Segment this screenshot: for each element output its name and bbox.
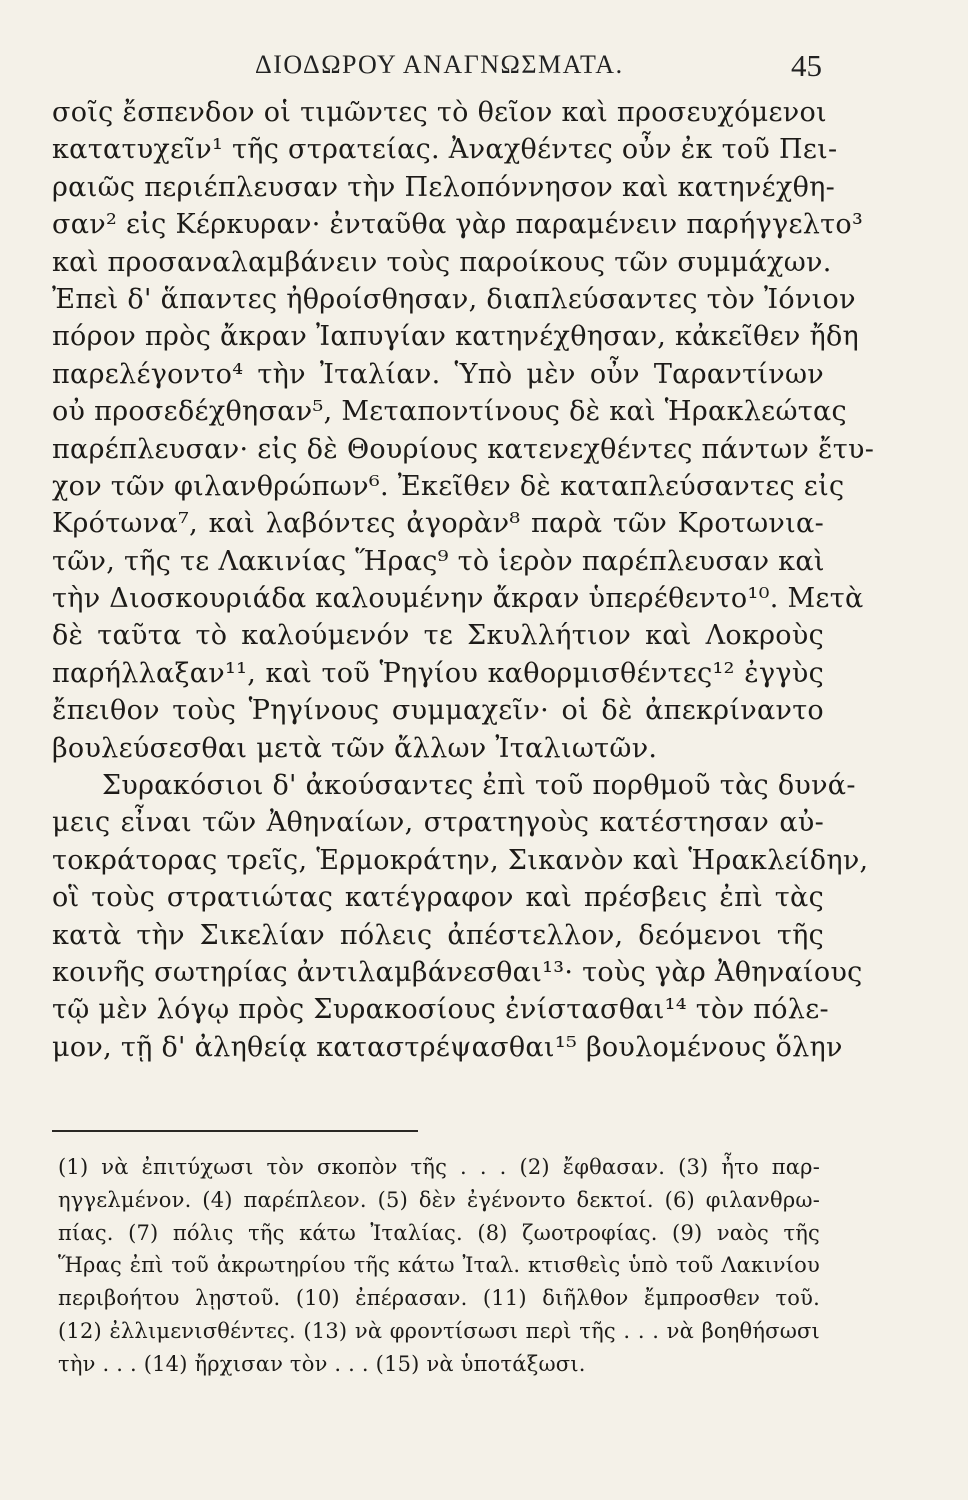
running-title: ΔΙΟΔΩΡΟΥ ΑΝΑΓΝΩΣΜΑΤΑ. bbox=[255, 50, 624, 79]
footnote-line: (12) ἐλλιμενισθέντες. (13) νὰ φροντίσωσι περὶ τῆς . . . νὰ βοηθήσωσι bbox=[58, 1318, 820, 1343]
footnote-divider bbox=[52, 1130, 418, 1132]
text-line: κοινῆς σωτηρίας ἀντιλαμβάνεσθαι¹³· τοὺς γὰρ Ἀθηναίους bbox=[52, 956, 863, 988]
paragraph-start-line: Συρακόσιοι δ' ἀκούσαντες ἐπὶ τοῦ πορθμοῦ τὰς δυνά- bbox=[102, 770, 856, 802]
text-line: κατατυχεῖν¹ τῆς στρατείας. Ἀναχθέντες οὖν ἐκ τοῦ Πει- bbox=[52, 134, 838, 166]
text-line: οἳ τοὺς στρατιώτας κατέγραφον καὶ πρέσβεις ἐπὶ τὰς bbox=[52, 882, 824, 914]
text-line: ραιῶς περιέπλευσαν τὴν Πελοπόννησον καὶ κατηνέχθη- bbox=[52, 171, 836, 203]
text-line: σοῖς ἔσπενδον οἱ τιμῶντες τὸ θεῖον καὶ προσευχόμενοι bbox=[52, 97, 827, 128]
paragraph-end-line: βουλεύσεσθαι μετὰ τῶν ἄλλων Ἰταλιωτῶν. bbox=[52, 732, 658, 764]
text-line: τῷ μὲν λόγῳ πρὸς Συρακοσίους ἐνίστασθαι¹⁴ τὸν πόλε- bbox=[52, 994, 829, 1026]
footnote-line: περιβοήτου λῃστοῦ. (10) ἐπέρασαν. (11) διῆλθον ἔμπροσθεν τοῦ. bbox=[58, 1286, 820, 1311]
page-number: 45 bbox=[791, 48, 822, 83]
footnote-line: τὴν . . . (14) ἤρχισαν τὸν . . . (15) νὰ ὑποτάξωσι. bbox=[58, 1351, 586, 1376]
footnote-line: ηγγελμένον. (4) παρέπλεον. (5) δὲν ἐγένοντο δεκτοί. (6) φιλανθρω- bbox=[58, 1187, 820, 1212]
text-line: χον τῶν φιλανθρώπων⁶. Ἐκεῖθεν δὲ καταπλεύσαντες εἰς bbox=[52, 470, 845, 502]
text-line: τὴν Διοσκουριάδα καλουμένην ἄκραν ὑπερέθεντο¹⁰. Μετὰ bbox=[52, 583, 864, 615]
text-line: Κρότωνα⁷, καὶ λαβόντες ἀγορὰν⁸ παρὰ τῶν Κροτωνια- bbox=[52, 508, 824, 540]
footnote-line: (1) νὰ ἐπιτύχωσι τὸν σκοπὸν τῆς . . . (2) ἔφθασαν. (3) ἦτο παρ- bbox=[58, 1155, 820, 1179]
footnotes bbox=[58, 1151, 820, 1381]
text-line: Ἐπεὶ δ' ἅπαντες ἠθροίσθησαν, διαπλεύσαντες τὸν Ἰόνιον bbox=[52, 283, 856, 315]
text-line: κατὰ τὴν Σικελίαν πόλεις ἀπέστελλον, δεόμενοι τῆς bbox=[52, 919, 824, 951]
main-text bbox=[52, 94, 875, 1066]
text-line: δὲ ταῦτα τὸ καλούμενόν τε Σκυλλήτιον καὶ Λοκροὺς bbox=[52, 620, 824, 652]
footnote-line: Ἥρας ἐπὶ τοῦ ἀκρωτηρίου τῆς κάτω Ἰταλ. κτισθεὶς ὑπὸ τοῦ Λακινίου bbox=[58, 1253, 820, 1278]
text-line: παρελέγοντο⁴ τὴν Ἰταλίαν. Ὑπὸ μὲν οὖν Ταραντίνων bbox=[52, 358, 824, 390]
text-line: μεις εἶναι τῶν Ἀθηναίων, στρατηγοὺς κατέστησαν αὐ- bbox=[52, 807, 824, 839]
text-line: παρήλλαξαν¹¹, καὶ τοῦ Ῥηγίου καθορμισθέντες¹² ἐγγὺς bbox=[52, 657, 824, 689]
footnote-line: πίας. (7) πόλις τῆς κάτω Ἰταλίας. (8) ζωοτροφίας. (9) ναὸς τῆς bbox=[58, 1220, 820, 1245]
text-line: σαν² εἰς Κέρκυραν· ἐνταῦθα γὰρ παραμένειν παρήγγελτο³ bbox=[52, 209, 864, 241]
text-line: τοκράτορας τρεῖς, Ἑρμοκράτην, Σικανὸν καὶ Ἡρακλείδην, bbox=[52, 844, 869, 876]
text-line: πόρον πρὸς ἄκραν Ἰαπυγίαν κατηνέχθησαν, κἀκεῖθεν ἤδη bbox=[52, 321, 859, 353]
text-line: ἔπειθον τοὺς Ῥηγίνους συμμαχεῖν· οἱ δὲ ἀπεκρίναντο bbox=[52, 695, 824, 727]
text-line: καὶ προσαναλαμβάνειν τοὺς παροίκους τῶν συμμάχων. bbox=[52, 246, 832, 278]
text-line: μον, τῇ δ' ἀληθείᾳ καταστρέψασθαι¹⁵ βουλομένους ὅλην bbox=[52, 1031, 843, 1063]
page-header bbox=[52, 48, 822, 92]
text-line: οὐ προσεδέχθησαν⁵, Μεταποντίνους δὲ καὶ Ἡρακλεώτας bbox=[52, 396, 847, 428]
text-line: τῶν, τῆς τε Λακινίας Ἥρας⁹ τὸ ἱερὸν παρέπλευσαν καὶ bbox=[52, 545, 825, 577]
text-line: παρέπλευσαν· εἰς δὲ Θουρίους κατενεχθέντες πάντων ἔτυ- bbox=[52, 433, 875, 465]
